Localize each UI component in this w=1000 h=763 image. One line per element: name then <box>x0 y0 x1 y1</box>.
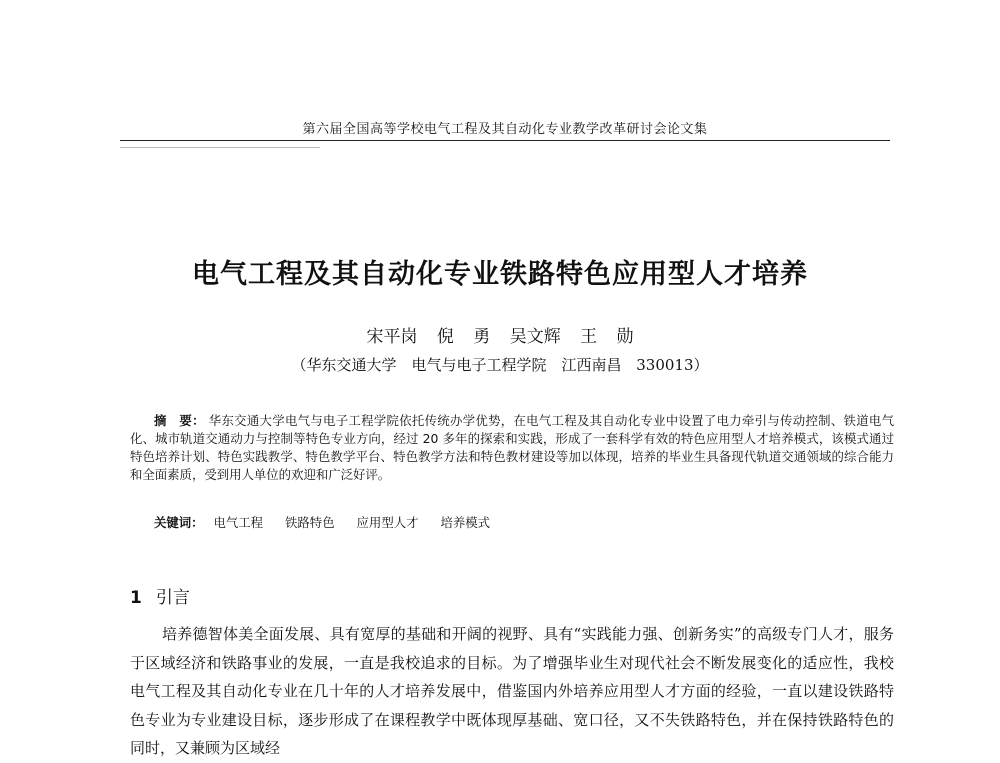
paper-title: 电气工程及其自动化专业铁路特色应用型人才培养 <box>192 259 808 290</box>
keywords-label: 关键词： <box>154 515 204 530</box>
body-paragraph: 培养德智体美全面发展、具有宽厚的基础和开阔的视野、具有“实践能力强、创新务实”的高级专门人才，服务于区域经济和铁路事业的发展，一直是我校追求的目标。为了增强毕业生对现代社会不断发展变化的适应性，我校电气工程及其自动化专业在几十年的人才培养发展中，借鉴国内外培养应用型人才方面的经验，一直以建设铁路特色专业为专业建设目标，逐步形成了在课程教学中既体现厚基础、宽口径，又不失铁路特色，并在保持铁路特色的同时，又兼顾为区域经 <box>130 625 894 757</box>
paper-authors: 宋平岗 倪 勇 吴文辉 王 勋 <box>366 327 634 347</box>
keyword-item: 应用型人才 <box>356 515 419 530</box>
section-title: 引言 <box>155 588 190 608</box>
section-number: 1 <box>130 588 142 608</box>
header-rule <box>120 140 890 141</box>
paper-affiliation: （华东交通大学 电气与电子工程学院 江西南昌 330013） <box>291 356 709 374</box>
abstract-text: 华东交通大学电气与电子工程学院依托传统办学优势，在电气工程及其自动化专业中设置了电力牵引与传动控制、铁道电气化、城市轨道交通动力与控制等特色专业方向，经过 20 多年的探索和实践，形成了一套科学有效的特色应用型人才培养模式，该模式通过特色培养计划、特色实践教学、特色教学平台、特色教学方法和特色教材建设等加以体现，培养的毕业生具备现代轨道交通领域的综合能力和全面素质，受到用人单位的欢迎和广泛好评。 <box>130 413 895 482</box>
keywords <box>130 514 894 532</box>
keyword-item: 培养模式 <box>440 515 491 530</box>
abstract <box>130 412 894 484</box>
keyword-item: 铁路特色 <box>285 515 335 530</box>
running-header: 第六届全国高等学校电气工程及其自动化专业教学改革研讨会论文集 <box>302 122 708 137</box>
keyword-item: 电气工程 <box>213 515 264 530</box>
section-heading <box>130 583 190 608</box>
abstract-label: 摘 要： <box>154 413 205 428</box>
header-rule-secondary <box>120 147 320 148</box>
